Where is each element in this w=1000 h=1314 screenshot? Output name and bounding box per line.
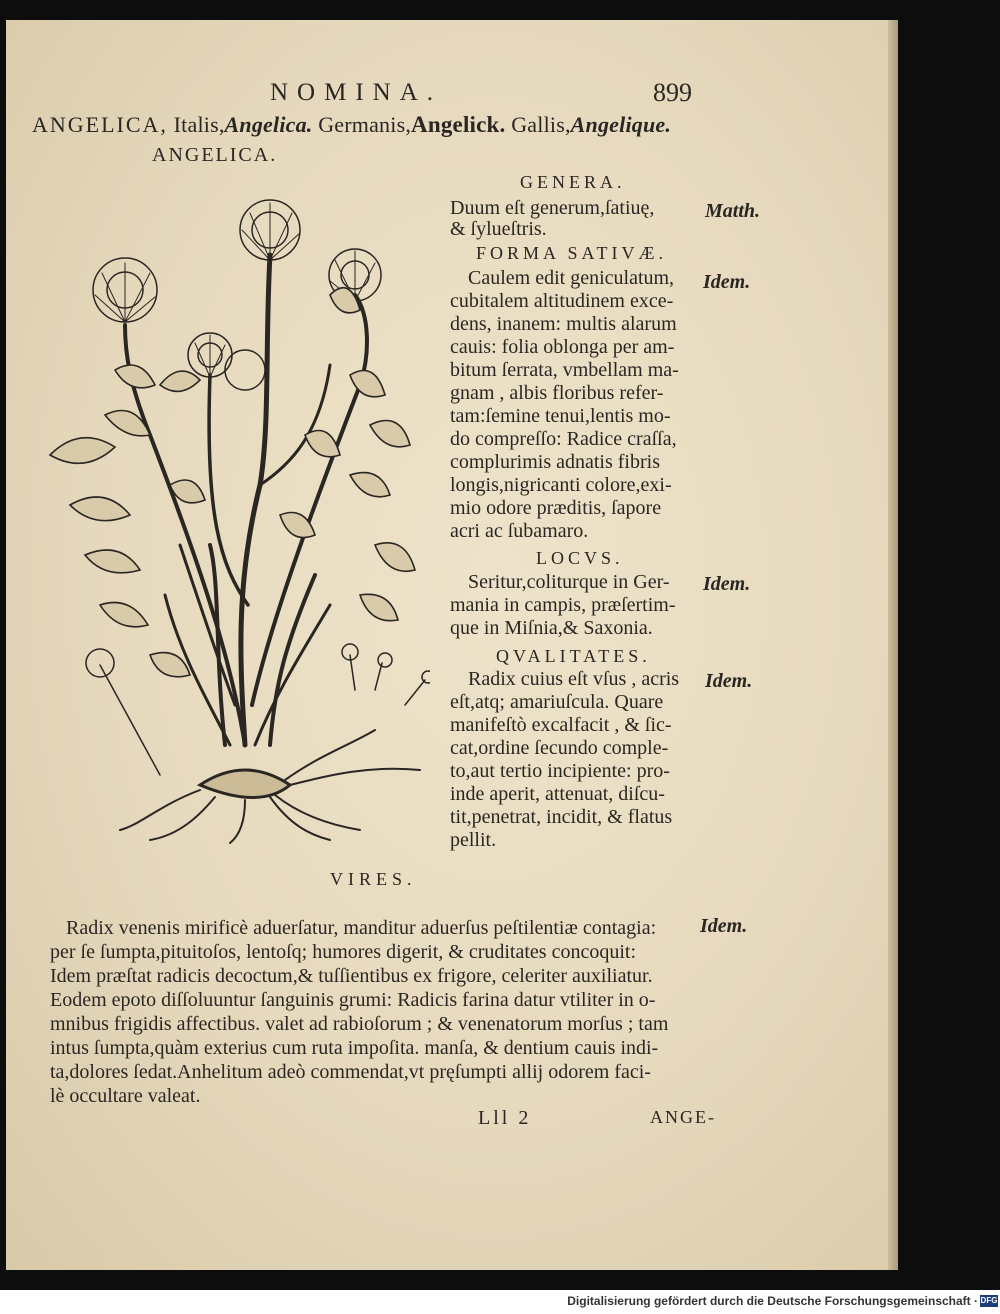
signature-mark: Lll 2	[478, 1107, 532, 1129]
forma-heading: FORMA SATIVÆ.	[476, 243, 668, 263]
page-edge	[888, 20, 898, 1270]
germanis-label: Germanis,	[318, 112, 412, 137]
running-title: NOMINA.	[270, 79, 443, 106]
qualitates-line: to,aut tertio incipiente: pro-	[450, 760, 670, 782]
vires-line: intus ſumpta,quàm exterius cum ruta impoſita. manſa, & dentium cauis indi-	[50, 1037, 659, 1059]
forma-line: Caulem edit geniculatum,	[468, 267, 675, 289]
forma-line: complurimis adnatis fibris	[450, 451, 660, 473]
genera-heading: GENERA.	[520, 172, 626, 192]
vires-line: ta,dolores ſedat.Anhelitum adeò commendat,vt pręſumpti allij odorem faci-	[50, 1061, 651, 1083]
qualitates-line: pellit.	[450, 829, 497, 851]
locus-heading: LOCVS.	[536, 548, 624, 568]
dfg-logo-icon: DFG	[980, 1296, 998, 1305]
names-line	[32, 113, 671, 136]
margin-note-forma: Idem.	[703, 271, 751, 293]
vires-heading: VIRES.	[330, 869, 417, 889]
forma-line: cauis: folia oblonga per am-	[450, 336, 675, 358]
gallis-label: Gallis,	[511, 112, 571, 137]
footer-credit: Digitalisierung gefördert durch die Deutsche Forschungsgemeinschaft ·	[567, 1294, 978, 1308]
forma-line: mio odore præditis, ſapore	[450, 497, 662, 519]
angelica-woodcut-illustration	[30, 185, 430, 845]
margin-note-genera: Matth.	[705, 200, 761, 222]
margin-note-qualitates: Idem.	[705, 670, 753, 692]
vires-line: lè occultare valeat.	[50, 1085, 201, 1107]
forma-line: cubitalem altitudinem exce-	[450, 290, 674, 312]
qualitates-line: inde aperit, attenuat, diſcu-	[450, 783, 665, 805]
forma-line: gnam , albis floribus refer-	[450, 382, 664, 404]
genera-line: Duum eſt generum,ſatiuę,	[450, 197, 655, 219]
page-number: 899	[653, 78, 692, 107]
qualitates-line: cat,ordine ſecundo comple-	[450, 737, 669, 759]
qualitates-line: manifeſtò excalfacit , & ſic-	[450, 714, 672, 736]
vires-line: mnibus frigidis affectibus. valet ad rabioſorum ; & venenatorum morſus ; tam	[50, 1013, 669, 1035]
qualitates-line: eſt,atq; amariuſcula. Quare	[450, 691, 664, 713]
forma-line: do compreſſo: Radice craſſa,	[450, 428, 677, 450]
forma-line: longis,nigricanti colore,exi-	[450, 474, 672, 496]
locus-line: Seritur,coliturque in Ger-	[468, 571, 670, 593]
margin-note-vires: Idem.	[700, 915, 748, 937]
catchword: ANGE-	[650, 1107, 716, 1127]
forma-line: dens, inanem: multis alarum	[450, 313, 677, 335]
qualitates-line: Radix cuius eſt vſus , acris	[468, 668, 680, 690]
italis-name: Angelica.	[224, 112, 313, 137]
vires-line: Eodem epoto diſſoluuntur ſanguinis grumi: Radicis farina datur vtiliter in o-	[50, 989, 656, 1011]
gallis-name: Angelique.	[570, 112, 672, 137]
genera-line: & ſylueſtris.	[450, 218, 547, 240]
qualitates-line: tit,penetrat, incidit, & flatus	[450, 806, 673, 828]
plant-caption: ANGELICA.	[152, 144, 278, 166]
vires-line: Idem præſtat radicis decoctum,& tuſſientibus ex frigore, celeriter auxiliatur.	[50, 965, 653, 987]
forma-line: tam:ſemine tenui,lentis mo-	[450, 405, 671, 427]
locus-line: que in Miſnia,& Saxonia.	[450, 617, 653, 639]
germanis-name: Angelick.	[411, 112, 506, 137]
qualitates-heading: QVALITATES.	[496, 646, 651, 666]
vires-line: per ſe ſumpta,pituitoſos, lentoſq; humores digerit, & cruditates concoquit:	[50, 941, 636, 963]
forma-line: acri ac ſubamaro.	[450, 520, 589, 542]
margin-note-locus: Idem.	[703, 573, 751, 595]
italis-label: Italis,	[173, 112, 225, 137]
vires-line: Radix venenis mirificè aduerſatur, manditur aduerſus peſtilentiæ contagia:	[66, 917, 657, 939]
angelica-label: ANGELICA,	[32, 112, 168, 137]
forma-line: bitum ſerrata, vmbellam ma-	[450, 359, 679, 381]
footer-bar	[0, 1290, 1000, 1314]
locus-line: mania in campis, præſertim-	[450, 594, 676, 616]
